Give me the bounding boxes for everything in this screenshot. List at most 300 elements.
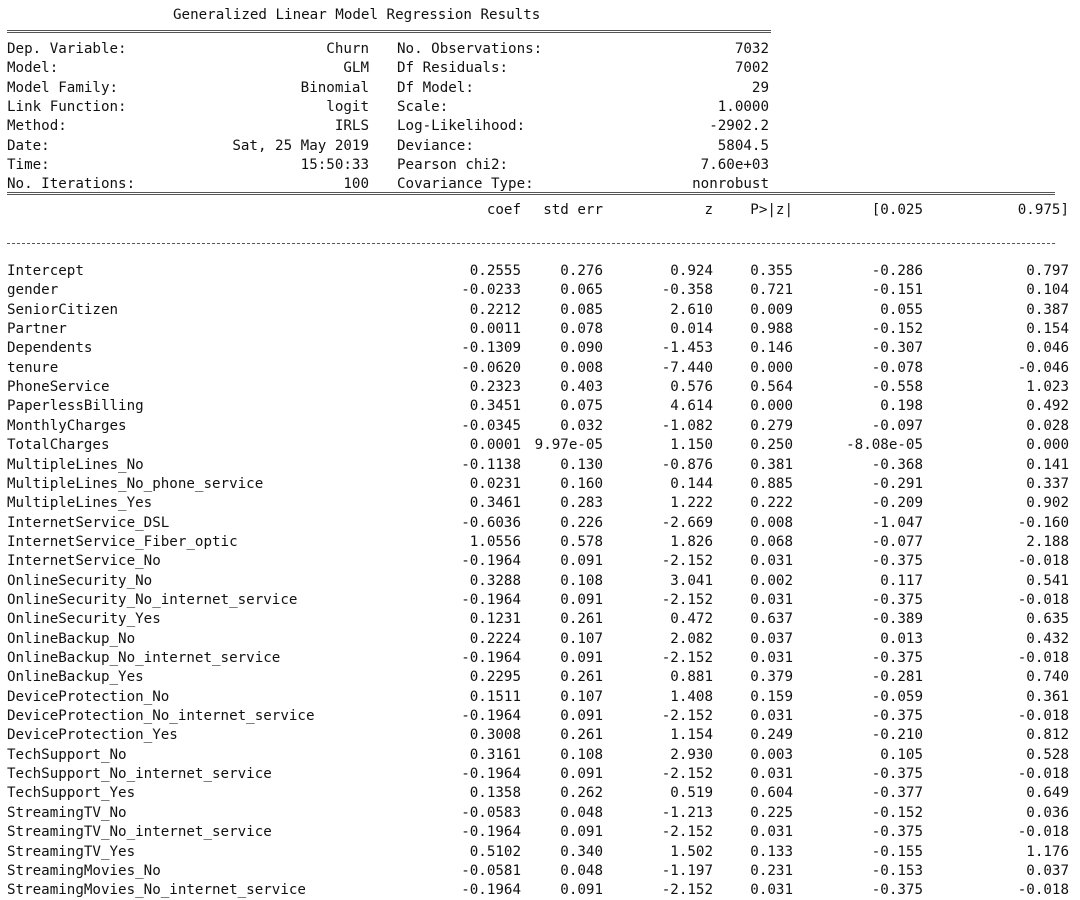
- row-ci-low: -0.291: [871, 475, 923, 492]
- row-coef: 0.3451: [469, 398, 521, 415]
- info-right-value: 7032: [734, 41, 769, 57]
- row-std-err: 0.130: [560, 456, 603, 473]
- row-variable-name: StreamingTV_No: [7, 804, 127, 821]
- row-ci-high: 0.387: [1026, 301, 1069, 318]
- row-ci-high: 0.812: [1026, 727, 1069, 744]
- row-std-err: 0.091: [560, 882, 603, 899]
- row-ci-high: -0.018: [1017, 591, 1069, 608]
- row-std-err: 0.261: [560, 727, 603, 744]
- table-row: [7, 881, 1073, 900]
- row-ci-high: 0.046: [1026, 340, 1069, 357]
- row-ci-low: 0.055: [880, 301, 923, 318]
- row-coef: 0.2212: [469, 301, 521, 318]
- row-p-value: 0.031: [750, 824, 793, 841]
- row-coef: -0.0620: [461, 359, 521, 376]
- row-ci-high: 0.337: [1026, 475, 1069, 492]
- row-ci-low: 0.117: [880, 572, 923, 589]
- row-ci-low: 0.013: [880, 630, 923, 647]
- row-variable-name: MultipleLines_No_phone_service: [7, 475, 264, 492]
- row-z: -7.440: [661, 359, 713, 376]
- row-ci-low: -0.558: [871, 379, 923, 396]
- info-right-value: 5804.5: [717, 137, 769, 154]
- table-row: [7, 591, 1073, 610]
- row-variable-name: StreamingTV_Yes: [7, 843, 136, 860]
- row-variable-name: PaperlessBilling: [7, 398, 144, 415]
- table-row: [7, 572, 1073, 591]
- row-std-err: 0.107: [560, 688, 603, 705]
- row-ci-low: -0.152: [871, 321, 923, 338]
- info-right-value: 1.0000: [717, 98, 769, 115]
- row-variable-name: StreamingMovies_No: [7, 862, 161, 879]
- table-row: [7, 765, 1073, 784]
- row-ci-low: -0.307: [871, 340, 923, 357]
- row-p-value: 0.637: [750, 611, 793, 628]
- row-variable-name: InternetService_Fiber_optic: [7, 533, 238, 550]
- row-variable-name: TechSupport_No: [7, 746, 127, 763]
- row-p-value: 0.133: [750, 843, 793, 860]
- header-ci-low: [0.025: [871, 202, 923, 218]
- table-row: [7, 378, 1073, 397]
- row-p-value: 0.003: [750, 746, 793, 763]
- row-variable-name: TechSupport_Yes: [7, 785, 136, 802]
- row-variable-name: MultipleLines_Yes: [7, 495, 153, 512]
- row-coef: -0.1309: [461, 340, 521, 357]
- top-double-rule: [7, 30, 771, 33]
- middle-double-rule: [7, 192, 1055, 195]
- row-std-err: 0.226: [560, 514, 603, 531]
- row-ci-high: 0.028: [1026, 417, 1069, 434]
- row-ci-low: -0.375: [871, 824, 923, 841]
- row-variable-name: Dependents: [7, 340, 93, 357]
- table-row: [7, 436, 1073, 455]
- row-ci-high: 0.797: [1026, 263, 1069, 279]
- row-std-err: 0.261: [560, 611, 603, 628]
- row-ci-low: -0.209: [871, 495, 923, 512]
- table-row: [7, 262, 1073, 281]
- row-coef: 0.2555: [469, 263, 521, 279]
- row-z: 1.150: [670, 437, 713, 454]
- row-ci-low: -0.375: [871, 650, 923, 666]
- row-p-value: 0.000: [750, 359, 793, 376]
- row-p-value: 0.037: [750, 630, 793, 647]
- row-std-err: 9.97e-05: [534, 437, 603, 454]
- info-left-label: Model:: [7, 60, 59, 77]
- row-z: 2.930: [670, 746, 713, 763]
- row-coef: 1.0556: [469, 533, 521, 550]
- row-ci-high: 0.541: [1026, 572, 1069, 589]
- row-variable-name: MultipleLines_No: [7, 456, 144, 473]
- row-std-err: 0.085: [560, 301, 603, 318]
- info-right-label: No. Observations:: [397, 41, 543, 57]
- row-coef: -0.1964: [461, 650, 521, 666]
- row-ci-high: 1.023: [1026, 379, 1069, 396]
- info-right-label: Scale:: [397, 98, 449, 115]
- info-row: [7, 40, 1073, 59]
- header-coef: coef: [486, 202, 521, 218]
- row-ci-high: -0.046: [1017, 359, 1069, 376]
- info-row: [7, 98, 1073, 117]
- row-ci-low: -0.077: [871, 533, 923, 550]
- row-std-err: 0.008: [560, 359, 603, 376]
- results-title: Generalized Linear Model Regression Results: [173, 7, 541, 23]
- row-p-value: 0.222: [750, 495, 793, 512]
- row-z: -1.197: [661, 862, 713, 879]
- row-coef: 0.2323: [469, 379, 521, 396]
- table-row: [7, 456, 1073, 475]
- row-p-value: 0.231: [750, 862, 793, 879]
- row-ci-low: -0.210: [871, 727, 923, 744]
- row-ci-low: -0.097: [871, 417, 923, 434]
- row-std-err: 0.091: [560, 650, 603, 666]
- row-variable-name: gender: [7, 282, 59, 299]
- row-ci-low: 0.198: [880, 398, 923, 415]
- table-row: [7, 649, 1073, 668]
- row-z: -2.669: [661, 514, 713, 531]
- table-row: [7, 746, 1073, 765]
- row-std-err: 0.108: [560, 572, 603, 589]
- row-p-value: 0.031: [750, 553, 793, 570]
- row-std-err: 0.091: [560, 708, 603, 725]
- row-variable-name: DeviceProtection_No_internet_service: [7, 708, 315, 725]
- row-z: -2.152: [661, 650, 713, 666]
- row-variable-name: StreamingTV_No_internet_service: [7, 824, 272, 841]
- info-right-value: 7002: [734, 60, 769, 77]
- row-ci-low: -0.152: [871, 804, 923, 821]
- row-coef: -0.0581: [461, 862, 521, 879]
- table-row: [7, 707, 1073, 726]
- row-z: 2.610: [670, 301, 713, 318]
- row-z: -1.453: [661, 340, 713, 357]
- row-std-err: 0.107: [560, 630, 603, 647]
- row-coef: -0.1964: [461, 553, 521, 570]
- row-p-value: 0.031: [750, 708, 793, 725]
- row-p-value: 0.008: [750, 514, 793, 531]
- row-p-value: 0.146: [750, 340, 793, 357]
- info-left-label: Method:: [7, 118, 67, 135]
- row-variable-name: OnlineBackup_No: [7, 630, 136, 647]
- row-coef: -0.6036: [461, 514, 521, 531]
- info-right-value: -2902.2: [709, 118, 769, 135]
- row-variable-name: Intercept: [7, 263, 84, 279]
- row-p-value: 0.159: [750, 688, 793, 705]
- row-z: -2.152: [661, 766, 713, 783]
- row-variable-name: OnlineBackup_No_internet_service: [7, 650, 281, 666]
- row-coef: -0.0345: [461, 417, 521, 434]
- info-row: [7, 59, 1073, 78]
- info-right-value: 7.60e+03: [700, 156, 769, 173]
- row-ci-high: 0.740: [1026, 669, 1069, 686]
- row-p-value: 0.604: [750, 785, 793, 802]
- row-ci-high: -0.018: [1017, 708, 1069, 725]
- table-row: [7, 726, 1073, 745]
- row-z: -2.152: [661, 553, 713, 570]
- row-ci-low: -0.375: [871, 766, 923, 783]
- row-std-err: 0.091: [560, 591, 603, 608]
- row-coef: -0.0233: [461, 282, 521, 299]
- row-p-value: 0.031: [750, 591, 793, 608]
- table-row: [7, 320, 1073, 339]
- header-std-err: std err: [543, 202, 603, 218]
- row-std-err: 0.403: [560, 379, 603, 396]
- row-p-value: 0.381: [750, 456, 793, 473]
- row-std-err: 0.276: [560, 263, 603, 279]
- row-ci-low: -1.047: [871, 514, 923, 531]
- row-variable-name: TotalCharges: [7, 437, 110, 454]
- row-coef: 0.0231: [469, 475, 521, 492]
- row-std-err: 0.091: [560, 766, 603, 783]
- row-p-value: 0.279: [750, 417, 793, 434]
- info-right-value: nonrobust: [692, 176, 769, 193]
- row-ci-high: -0.018: [1017, 882, 1069, 899]
- row-z: 0.144: [670, 475, 713, 492]
- row-p-value: 0.225: [750, 804, 793, 821]
- row-variable-name: InternetService_No: [7, 553, 161, 570]
- table-row: [7, 552, 1073, 571]
- row-ci-low: -0.059: [871, 688, 923, 705]
- row-std-err: 0.578: [560, 533, 603, 550]
- row-std-err: 0.048: [560, 862, 603, 879]
- table-row: [7, 688, 1073, 707]
- row-p-value: 0.249: [750, 727, 793, 744]
- row-ci-high: -0.018: [1017, 553, 1069, 570]
- table-row: [7, 301, 1073, 320]
- row-variable-name: OnlineBackup_Yes: [7, 669, 144, 686]
- table-row: [7, 281, 1073, 300]
- row-z: 2.082: [670, 630, 713, 647]
- row-variable-name: OnlineSecurity_Yes: [7, 611, 161, 628]
- row-std-err: 0.065: [560, 282, 603, 299]
- info-right-label: Df Residuals:: [397, 60, 509, 77]
- row-p-value: 0.355: [750, 263, 793, 279]
- row-variable-name: InternetService_DSL: [7, 514, 170, 531]
- row-z: -0.876: [661, 456, 713, 473]
- info-row: [7, 117, 1073, 136]
- row-ci-high: 0.635: [1026, 611, 1069, 628]
- row-ci-high: 0.492: [1026, 398, 1069, 415]
- row-ci-high: 0.432: [1026, 630, 1069, 647]
- row-variable-name: OnlineSecurity_No: [7, 572, 153, 589]
- row-ci-low: -0.078: [871, 359, 923, 376]
- table-row: [7, 668, 1073, 687]
- info-left-value: logit: [326, 98, 369, 115]
- row-p-value: 0.031: [750, 650, 793, 666]
- row-ci-high: 0.036: [1026, 804, 1069, 821]
- row-variable-name: tenure: [7, 359, 59, 376]
- row-p-value: 0.721: [750, 282, 793, 299]
- row-z: -2.152: [661, 882, 713, 899]
- row-p-value: 0.068: [750, 533, 793, 550]
- row-z: -1.213: [661, 804, 713, 821]
- row-ci-high: 0.037: [1026, 862, 1069, 879]
- table-row: [7, 862, 1073, 881]
- row-ci-low: -0.155: [871, 843, 923, 860]
- row-variable-name: StreamingMovies_No_internet_service: [7, 882, 306, 899]
- row-z: 0.576: [670, 379, 713, 396]
- row-ci-low: -0.151: [871, 282, 923, 299]
- table-row: [7, 514, 1073, 533]
- table-row: [7, 804, 1073, 823]
- row-ci-high: 0.141: [1026, 456, 1069, 473]
- info-left-label: Dep. Variable:: [7, 41, 127, 57]
- info-left-value: Sat, 25 May 2019: [232, 137, 369, 154]
- table-row: [7, 494, 1073, 513]
- row-ci-low: -0.153: [871, 862, 923, 879]
- row-coef: -0.1138: [461, 456, 521, 473]
- row-coef: -0.0583: [461, 804, 521, 821]
- row-coef: -0.1964: [461, 824, 521, 841]
- row-z: 0.472: [670, 611, 713, 628]
- info-left-value: Churn: [326, 41, 369, 57]
- row-std-err: 0.283: [560, 495, 603, 512]
- info-left-value: Binomial: [300, 79, 369, 96]
- row-z: 3.041: [670, 572, 713, 589]
- info-right-value: 29: [751, 79, 769, 96]
- header-p-value: P>|z|: [750, 202, 793, 218]
- row-variable-name: MonthlyCharges: [7, 417, 127, 434]
- row-std-err: 0.262: [560, 785, 603, 802]
- row-std-err: 0.261: [560, 669, 603, 686]
- row-ci-high: 2.188: [1026, 533, 1069, 550]
- row-std-err: 0.108: [560, 746, 603, 763]
- row-coef: 0.2295: [469, 669, 521, 686]
- row-p-value: 0.885: [750, 475, 793, 492]
- info-right-label: Log-Likelihood:: [397, 118, 526, 135]
- row-z: 0.014: [670, 321, 713, 338]
- info-left-value: 15:50:33: [300, 156, 369, 173]
- row-ci-high: 0.361: [1026, 688, 1069, 705]
- row-z: -0.358: [661, 282, 713, 299]
- header-z: z: [704, 202, 713, 218]
- table-row: [7, 359, 1073, 378]
- info-left-value: GLM: [343, 60, 369, 77]
- row-ci-high: -0.160: [1017, 514, 1069, 531]
- row-ci-high: 1.176: [1026, 843, 1069, 860]
- row-ci-high: 0.104: [1026, 282, 1069, 299]
- table-row: [7, 339, 1073, 358]
- info-left-value: IRLS: [334, 118, 369, 135]
- row-z: 4.614: [670, 398, 713, 415]
- table-row: [7, 610, 1073, 629]
- row-std-err: 0.078: [560, 321, 603, 338]
- row-coef: 0.3461: [469, 495, 521, 512]
- row-coef: 0.1511: [469, 688, 521, 705]
- table-row: [7, 475, 1073, 494]
- row-z: 1.154: [670, 727, 713, 744]
- row-p-value: 0.250: [750, 437, 793, 454]
- row-z: -2.152: [661, 591, 713, 608]
- row-p-value: 0.009: [750, 301, 793, 318]
- row-ci-high: 0.902: [1026, 495, 1069, 512]
- table-row: [7, 397, 1073, 416]
- row-std-err: 0.091: [560, 824, 603, 841]
- header-ci-high: 0.975]: [1017, 202, 1069, 218]
- row-std-err: 0.048: [560, 804, 603, 821]
- row-ci-high: 0.000: [1026, 437, 1069, 454]
- table-row: [7, 843, 1073, 862]
- row-coef: 0.0001: [469, 437, 521, 454]
- info-left-label: Link Function:: [7, 98, 127, 115]
- info-right-label: Deviance:: [397, 137, 474, 154]
- row-coef: 0.1358: [469, 785, 521, 802]
- info-right-label: Pearson chi2:: [397, 156, 509, 173]
- row-ci-low: -0.286: [871, 263, 923, 279]
- row-variable-name: TechSupport_No_internet_service: [7, 766, 272, 783]
- row-ci-low: -0.375: [871, 708, 923, 725]
- info-left-label: Time:: [7, 156, 50, 173]
- row-std-err: 0.340: [560, 843, 603, 860]
- row-ci-low: -0.368: [871, 456, 923, 473]
- row-ci-high: 0.154: [1026, 321, 1069, 338]
- row-ci-low: -8.08e-05: [846, 437, 923, 454]
- row-z: 1.502: [670, 843, 713, 860]
- info-row: [7, 79, 1073, 98]
- row-variable-name: DeviceProtection_Yes: [7, 727, 178, 744]
- row-coef: 0.1231: [469, 611, 521, 628]
- info-left-label: Model Family:: [7, 79, 119, 96]
- row-z: 1.826: [670, 533, 713, 550]
- row-ci-high: -0.018: [1017, 650, 1069, 666]
- row-p-value: 0.031: [750, 882, 793, 899]
- row-z: -2.152: [661, 708, 713, 725]
- row-p-value: 0.988: [750, 321, 793, 338]
- table-row: [7, 823, 1073, 842]
- row-coef: -0.1964: [461, 766, 521, 783]
- row-ci-low: -0.375: [871, 591, 923, 608]
- info-right-label: Df Model:: [397, 79, 474, 96]
- info-left-label: No. Iterations:: [7, 176, 136, 193]
- table-row: [7, 417, 1073, 436]
- table-row: [7, 533, 1073, 552]
- table-row: [7, 630, 1073, 649]
- row-coef: 0.0011: [469, 321, 521, 338]
- row-z: 0.881: [670, 669, 713, 686]
- row-coef: 0.2224: [469, 630, 521, 647]
- row-ci-low: -0.375: [871, 553, 923, 570]
- row-ci-high: -0.018: [1017, 824, 1069, 841]
- row-coef: 0.3008: [469, 727, 521, 744]
- row-z: -1.082: [661, 417, 713, 434]
- row-std-err: 0.091: [560, 553, 603, 570]
- row-std-err: 0.075: [560, 398, 603, 415]
- row-std-err: 0.090: [560, 340, 603, 357]
- row-ci-low: -0.377: [871, 785, 923, 802]
- row-coef: 0.5102: [469, 843, 521, 860]
- row-variable-name: Partner: [7, 321, 67, 338]
- row-z: 0.924: [670, 263, 713, 279]
- row-ci-low: -0.389: [871, 611, 923, 628]
- row-std-err: 0.032: [560, 417, 603, 434]
- row-z: 1.408: [670, 688, 713, 705]
- row-ci-low: 0.105: [880, 746, 923, 763]
- row-p-value: 0.000: [750, 398, 793, 415]
- row-ci-high: -0.018: [1017, 766, 1069, 783]
- row-ci-high: 0.649: [1026, 785, 1069, 802]
- row-z: 1.222: [670, 495, 713, 512]
- table-row: [7, 784, 1073, 803]
- row-coef: 0.3288: [469, 572, 521, 589]
- info-left-label: Date:: [7, 137, 50, 154]
- coef-table-header: [7, 201, 1073, 220]
- row-coef: -0.1964: [461, 591, 521, 608]
- row-ci-low: -0.281: [871, 669, 923, 686]
- row-p-value: 0.564: [750, 379, 793, 396]
- info-left-value: 100: [343, 176, 369, 193]
- info-right-label: Covariance Type:: [397, 176, 534, 193]
- row-z: -2.152: [661, 824, 713, 841]
- info-row: [7, 156, 1073, 175]
- row-coef: 0.3161: [469, 746, 521, 763]
- row-variable-name: DeviceProtection_No: [7, 688, 170, 705]
